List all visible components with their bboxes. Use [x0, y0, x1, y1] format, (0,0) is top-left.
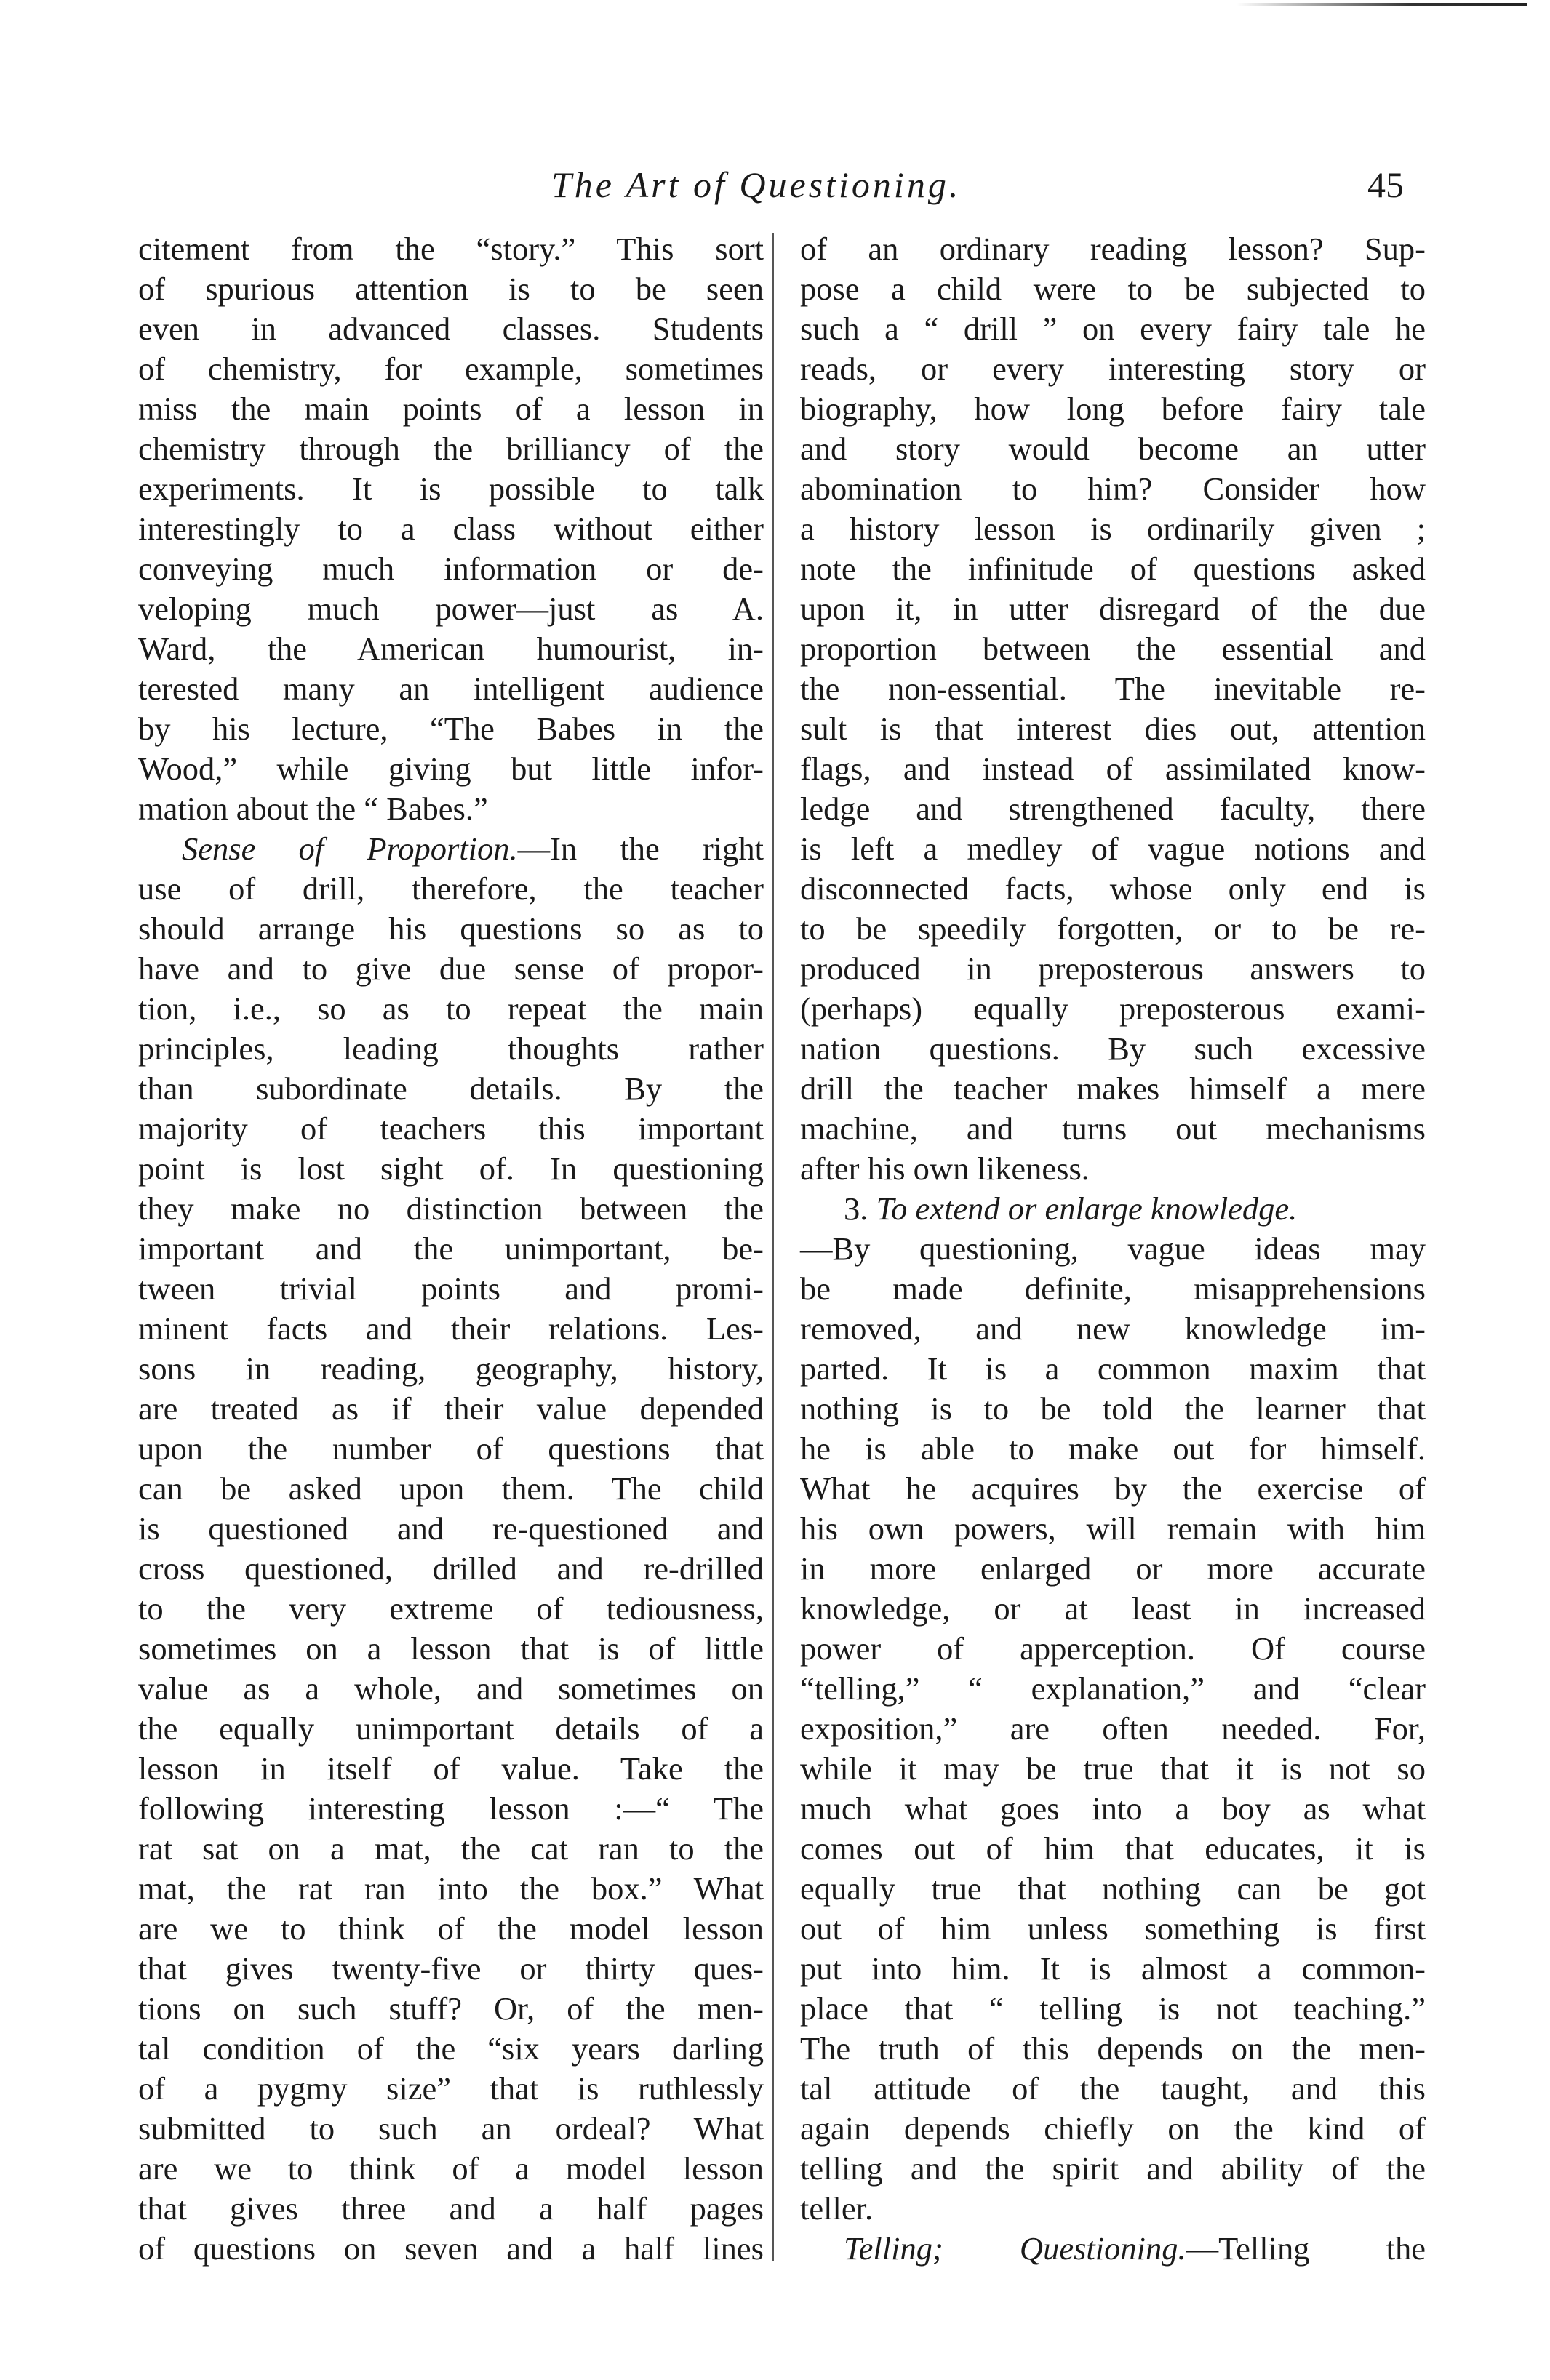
text-line	[138, 1909, 764, 1949]
top-edge-rule	[1237, 3, 1527, 6]
line-text: mat, the rat ran into the box.” What	[138, 1870, 764, 1907]
line-text: to be speedily forgotten, or to be re-	[800, 910, 1426, 947]
text-line	[138, 1349, 764, 1389]
line-text: lesson in itself of value. Take the	[138, 1750, 764, 1787]
line-text: nothing is to be told the learner that	[800, 1390, 1426, 1427]
line-text: abomination to him? Consider how	[800, 470, 1426, 507]
text-line	[800, 309, 1426, 349]
text-line	[138, 1469, 764, 1509]
text-line	[138, 1669, 764, 1709]
line-text: is questioned and re-questioned and	[138, 1510, 764, 1547]
line-text: submitted to such an ordeal? What	[138, 2110, 764, 2147]
text-line	[138, 389, 764, 429]
line-text: in more enlarged or more accurate	[800, 1550, 1426, 1587]
text-line	[800, 1429, 1426, 1469]
text-line	[138, 1709, 764, 1749]
italic-heading: To extend or enlarge knowledge.	[876, 1190, 1298, 1227]
text-line	[138, 1949, 764, 1989]
italic-heading: Sense of Proportion.	[182, 830, 518, 867]
line-text: again depends chiefly on the kind of	[800, 2110, 1426, 2147]
text-line	[138, 429, 764, 469]
text-line	[800, 1149, 1426, 1189]
line-text: majority of teachers this important	[138, 1110, 764, 1147]
line-text: cross questioned, drilled and re-drilled	[138, 1550, 764, 1587]
line-text: tal attitude of the taught, and this	[800, 2070, 1426, 2107]
text-line	[800, 549, 1426, 589]
line-text: interestingly to a class without either	[138, 510, 764, 547]
line-text: they make no distinction between the	[138, 1190, 764, 1227]
text-line	[800, 1749, 1426, 1789]
line-text: have and to give due sense of propor-	[138, 950, 764, 987]
text-line	[138, 2189, 764, 2229]
line-text: exposition,” are often needed. For,	[800, 1710, 1426, 1747]
line-text: note the infinitude of questions asked	[800, 550, 1426, 587]
text-line	[800, 2149, 1426, 2189]
text-line	[138, 1389, 764, 1429]
text-line	[138, 509, 764, 549]
line-text: is left a medley of vague notions and	[800, 830, 1426, 867]
right-column	[800, 229, 1426, 2269]
text-line	[800, 1229, 1426, 1269]
line-text: biography, how long before fairy tale	[800, 390, 1426, 427]
text-line	[800, 1069, 1426, 1109]
line-text: of a pygmy size” that is ruthlessly	[138, 2070, 764, 2107]
line-text: principles, leading thoughts rather	[138, 1030, 764, 1067]
text-line	[138, 349, 764, 389]
text-line	[138, 309, 764, 349]
line-text: Ward, the American humourist, in-	[138, 630, 764, 667]
line-text: sons in reading, geography, history,	[138, 1350, 764, 1387]
line-prefix: 3.	[844, 1190, 876, 1227]
text-line	[800, 669, 1426, 709]
line-text: put into him. It is almost a common-	[800, 1950, 1426, 1987]
line-text: comes out of him that educates, it is	[800, 1830, 1426, 1867]
text-line	[138, 1749, 764, 1789]
line-text: after his own likeness.	[800, 1150, 1090, 1187]
line-text: (perhaps) equally preposterous exami-	[800, 990, 1426, 1027]
text-line	[800, 1629, 1426, 1669]
text-line	[800, 1029, 1426, 1069]
line-text: tions on such stuff? Or, of the men-	[138, 1990, 764, 2027]
line-text: conveying much information or de-	[138, 550, 764, 587]
text-line	[138, 229, 764, 269]
text-line	[138, 1189, 764, 1229]
line-text: —Telling the	[1186, 2230, 1426, 2267]
text-line	[800, 349, 1426, 389]
line-text: of chemistry, for example, sometimes	[138, 350, 764, 387]
line-text: important and the unimportant, be-	[138, 1230, 764, 1267]
text-line	[800, 1869, 1426, 1909]
text-line	[800, 829, 1426, 869]
line-text: veloping much power—just as A.	[138, 590, 764, 627]
text-line	[800, 949, 1426, 989]
text-line	[138, 2109, 764, 2149]
line-text: the non-essential. The inevitable re-	[800, 670, 1426, 707]
line-text: can be asked upon them. The child	[138, 1470, 764, 1507]
line-text: place that “ telling is not teaching.”	[800, 1990, 1426, 2027]
line-text: The truth of this depends on the men-	[800, 2030, 1426, 2067]
text-line	[800, 2069, 1426, 2109]
line-text: knowledge, or at least in increased	[800, 1590, 1426, 1627]
text-line	[138, 1549, 764, 1589]
text-line	[800, 509, 1426, 549]
line-text: produced in preposterous answers to	[800, 950, 1426, 987]
text-line	[138, 1589, 764, 1629]
text-line	[138, 269, 764, 309]
line-text: out of him unless something is first	[800, 1910, 1426, 1947]
line-text: are we to think of the model lesson	[138, 1910, 764, 1947]
text-line	[800, 1709, 1426, 1749]
line-text: be made definite, misapprehensions	[800, 1270, 1426, 1307]
line-text: nation questions. By such excessive	[800, 1030, 1426, 1067]
text-line	[138, 629, 764, 669]
text-line	[138, 469, 764, 509]
line-text: —By questioning, vague ideas may	[800, 1230, 1426, 1267]
text-line	[800, 909, 1426, 949]
text-line	[138, 1989, 764, 2029]
line-text: while it may be true that it is not so	[800, 1750, 1426, 1787]
line-text: tal condition of the “six years darling	[138, 2030, 764, 2067]
text-line	[800, 1909, 1426, 1949]
line-text: equally true that nothing can be got	[800, 1870, 1426, 1907]
running-head	[0, 164, 1550, 215]
line-text: miss the main points of a lesson in	[138, 390, 764, 427]
line-text: experiments. It is possible to talk	[138, 470, 764, 507]
line-text: are treated as if their value depended	[138, 1390, 764, 1427]
text-line	[138, 1509, 764, 1549]
text-line	[800, 2029, 1426, 2069]
text-line	[800, 1509, 1426, 1549]
text-line	[138, 1229, 764, 1269]
text-line	[138, 669, 764, 709]
text-line	[138, 909, 764, 949]
text-line	[800, 229, 1426, 269]
line-text: parted. It is a common maxim that	[800, 1350, 1426, 1387]
line-text: machine, and turns out mechanisms	[800, 1110, 1426, 1147]
line-text: use of drill, therefore, the teacher	[138, 870, 764, 907]
line-text: a history lesson is ordinarily given ;	[800, 510, 1426, 547]
text-line	[800, 869, 1426, 909]
text-line	[800, 1789, 1426, 1829]
text-line	[800, 2109, 1426, 2149]
text-line	[138, 1309, 764, 1349]
text-line	[800, 389, 1426, 429]
page-number: 45	[1367, 164, 1404, 205]
text-line	[138, 2069, 764, 2109]
text-line	[800, 749, 1426, 789]
text-line	[138, 589, 764, 629]
line-text: than subordinate details. By the	[138, 1070, 764, 1107]
text-line	[800, 1669, 1426, 1709]
text-line	[138, 1429, 764, 1469]
line-text: upon the number of questions that	[138, 1430, 764, 1467]
line-text: to the very extreme of tediousness,	[138, 1590, 764, 1627]
text-line	[138, 1829, 764, 1869]
line-text: of an ordinary reading lesson? Sup-	[800, 231, 1426, 267]
text-line	[138, 989, 764, 1029]
column-divider	[772, 233, 774, 2261]
line-text: chemistry through the brilliancy of the	[138, 430, 764, 467]
line-text: should arrange his questions so as to	[138, 910, 764, 947]
text-line	[800, 1269, 1426, 1309]
text-line	[800, 1109, 1426, 1149]
text-line	[800, 1389, 1426, 1429]
line-text: “telling,” “ explanation,” and “clear	[800, 1670, 1426, 1707]
text-line	[138, 1789, 764, 1829]
line-text: flags, and instead of assimilated know-	[800, 750, 1426, 787]
line-text: value as a whole, and sometimes on	[138, 1670, 764, 1707]
line-text: removed, and new knowledge im-	[800, 1310, 1426, 1347]
text-line	[138, 2229, 764, 2269]
text-line	[138, 789, 764, 829]
line-text: the equally unimportant details of a	[138, 1710, 764, 1747]
line-text: mation about the “ Babes.”	[138, 790, 488, 827]
line-text: much what goes into a boy as what	[800, 1790, 1426, 1827]
line-text: Wood,” while giving but little infor-	[138, 750, 764, 787]
line-text: What he acquires by the exercise of	[800, 1470, 1426, 1507]
text-line	[138, 829, 764, 869]
line-text: even in advanced classes. Students	[138, 310, 764, 347]
text-line	[800, 269, 1426, 309]
text-line	[800, 469, 1426, 509]
line-text: minent facts and their relations. Les-	[138, 1310, 764, 1347]
line-text: citement from the “story.” This sort	[138, 231, 764, 267]
line-text: tion, i.e., so as to repeat the main	[138, 990, 764, 1027]
text-line	[138, 549, 764, 589]
text-line	[138, 869, 764, 909]
line-text: his own powers, will remain with him	[800, 1510, 1426, 1547]
text-line	[138, 709, 764, 749]
text-line	[800, 1309, 1426, 1349]
line-text: he is able to make out for himself.	[800, 1430, 1426, 1467]
left-column	[138, 229, 764, 2269]
line-text: power of apperception. Of course	[800, 1630, 1426, 1667]
text-line	[800, 1949, 1426, 1989]
text-line	[800, 589, 1426, 629]
line-text: are we to think of a model lesson	[138, 2150, 764, 2187]
line-text: telling and the spirit and ability of the	[800, 2150, 1426, 2187]
text-line	[138, 1149, 764, 1189]
text-line	[138, 1109, 764, 1149]
text-line	[800, 1189, 1426, 1229]
text-line	[138, 1029, 764, 1069]
line-text: tween trivial points and promi-	[138, 1270, 764, 1307]
line-text: sometimes on a lesson that is of little	[138, 1630, 764, 1667]
line-text: sult is that interest dies out, attention	[800, 710, 1426, 747]
text-line	[138, 749, 764, 789]
text-line	[800, 1589, 1426, 1629]
text-line	[800, 789, 1426, 829]
line-text: —In the right	[517, 830, 764, 867]
line-text: proportion between the essential and	[800, 630, 1426, 667]
line-text: reads, or every interesting story or	[800, 350, 1426, 387]
text-line	[800, 429, 1426, 469]
line-text: teller.	[800, 2190, 874, 2227]
text-line	[138, 2029, 764, 2069]
text-line	[138, 2149, 764, 2189]
text-line	[800, 1829, 1426, 1869]
text-line	[800, 2229, 1426, 2269]
line-text: of spurious attention is to be seen	[138, 271, 764, 307]
line-text: drill the teacher makes himself a mere	[800, 1070, 1426, 1107]
line-text: and story would become an utter	[800, 430, 1426, 467]
line-text: point is lost sight of. In questioning	[138, 1150, 764, 1187]
text-line	[800, 1349, 1426, 1389]
line-text: ledge and strengthened faculty, there	[800, 790, 1426, 827]
line-text: pose a child were to be subjected to	[800, 271, 1426, 307]
line-text: disconnected facts, whose only end is	[800, 870, 1426, 907]
text-line	[800, 1469, 1426, 1509]
line-text: following interesting lesson :—“ The	[138, 1790, 764, 1827]
text-line	[800, 2189, 1426, 2229]
text-line	[800, 1549, 1426, 1589]
text-line	[800, 1989, 1426, 2029]
line-text: upon it, in utter disregard of the due	[800, 590, 1426, 627]
text-line	[138, 1069, 764, 1109]
line-text: such a “ drill ” on every fairy tale he	[800, 310, 1426, 347]
line-text: rat sat on a mat, the cat ran to the	[138, 1830, 764, 1867]
line-text: of questions on seven and a half lines	[138, 2230, 764, 2267]
text-line	[138, 1629, 764, 1669]
text-line	[800, 629, 1426, 669]
line-text: by his lecture, “The Babes in the	[138, 710, 764, 747]
line-text: terested many an intelligent audience	[138, 670, 764, 707]
text-line	[138, 949, 764, 989]
line-text: that gives twenty-five or thirty ques-	[138, 1950, 764, 1987]
running-title: The Art of Questioning.	[551, 164, 962, 205]
italic-heading: Telling; Questioning.	[844, 2230, 1186, 2267]
line-text: that gives three and a half pages	[138, 2190, 764, 2227]
text-line	[800, 989, 1426, 1029]
text-line	[138, 1869, 764, 1909]
text-line	[138, 1269, 764, 1309]
text-line	[800, 709, 1426, 749]
